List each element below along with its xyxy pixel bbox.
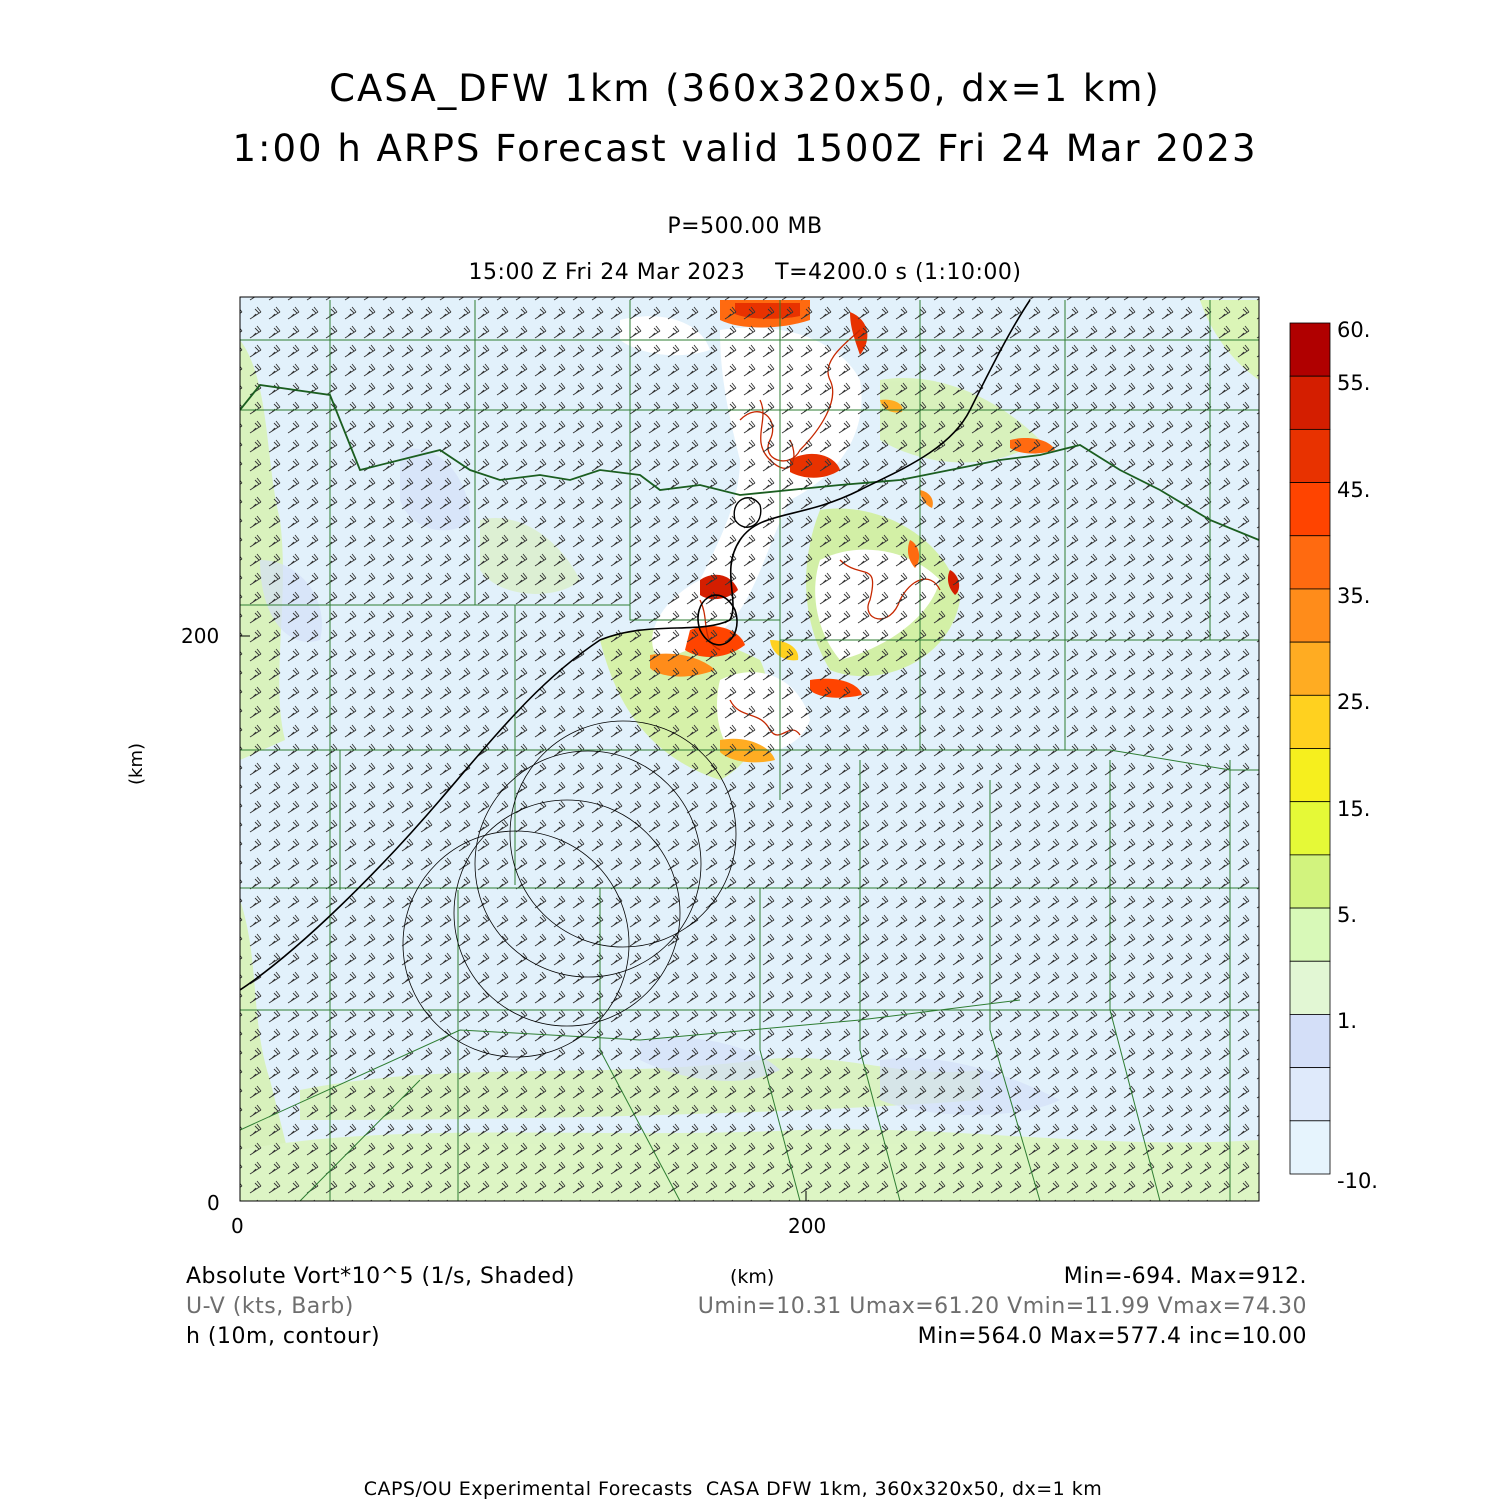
y-tick-0: 0 <box>207 1191 220 1215</box>
colorbar-swatch <box>1290 749 1330 802</box>
valid-time: 15:00 Z Fri 24 Mar 2023 T=4200.0 s (1:10:00) <box>468 260 1022 285</box>
colorbar-label: 55. <box>1337 371 1371 396</box>
colorbar-swatch <box>1290 695 1330 748</box>
legend-stats-vorticity: Min=-694. Max=912. <box>1063 1264 1307 1289</box>
title-line-1: CASA_DFW 1km (360x320x50, dx=1 km) <box>329 67 1161 110</box>
title-line-2: 1:00 h ARPS Forecast valid 1500Z Fri 24 Mar 2023 <box>232 127 1258 170</box>
colorbar-swatch <box>1290 1121 1330 1174</box>
colorbar-label: 35. <box>1337 583 1371 608</box>
colorbar-label: 5. <box>1337 903 1358 928</box>
colorbar-swatch <box>1290 536 1330 589</box>
colorbar-label: 25. <box>1337 690 1371 715</box>
colorbar-swatch <box>1290 1068 1330 1121</box>
colorbar <box>1290 323 1330 1174</box>
colorbar-label: 1. <box>1337 1009 1358 1034</box>
colorbar-swatch <box>1290 802 1330 855</box>
legend-stats-wind: Umin=10.31 Umax=61.20 Vmin=11.99 Vmax=74.30 <box>697 1294 1307 1319</box>
vorticity-field <box>240 297 1259 1201</box>
colorbar-swatch <box>1290 855 1330 908</box>
y-tick-200: 200 <box>181 624 220 648</box>
colorbar-swatch <box>1290 908 1330 961</box>
legend-stats-height: Min=564.0 Max=577.4 inc=10.00 <box>917 1324 1307 1349</box>
y-axis-label: (km) <box>126 742 148 786</box>
colorbar-swatch <box>1290 961 1330 1014</box>
colorbar-swatch <box>1290 376 1330 429</box>
colorbar-swatch <box>1290 483 1330 536</box>
colorbar-swatch <box>1290 642 1330 695</box>
x-axis-label: (km) <box>730 1266 775 1288</box>
colorbar-swatch <box>1290 1014 1330 1067</box>
colorbar-label: 45. <box>1337 477 1371 502</box>
legend-field-height: h (10m, contour) <box>186 1324 381 1349</box>
colorbar-label: -10. <box>1337 1169 1378 1193</box>
legend-field-wind: U-V (kts, Barb) <box>186 1294 354 1319</box>
x-tick-0: 0 <box>231 1214 244 1238</box>
footer-credit: CAPS/OU Experimental Forecasts CASA DFW 1km, 360x320x50, dx=1 km <box>363 1478 1103 1500</box>
x-tick-200: 200 <box>788 1214 827 1238</box>
colorbar-swatch <box>1290 429 1330 482</box>
wind-barbs <box>240 297 1259 1201</box>
colorbar-swatch <box>1290 589 1330 642</box>
pressure-level: P=500.00 MB <box>667 214 823 239</box>
colorbar-swatch <box>1290 323 1330 376</box>
legend-field-vorticity: Absolute Vort*10^5 (1/s, Shaded) <box>186 1264 575 1289</box>
colorbar-label: 15. <box>1337 796 1371 821</box>
colorbar-label: 60. <box>1337 318 1371 342</box>
